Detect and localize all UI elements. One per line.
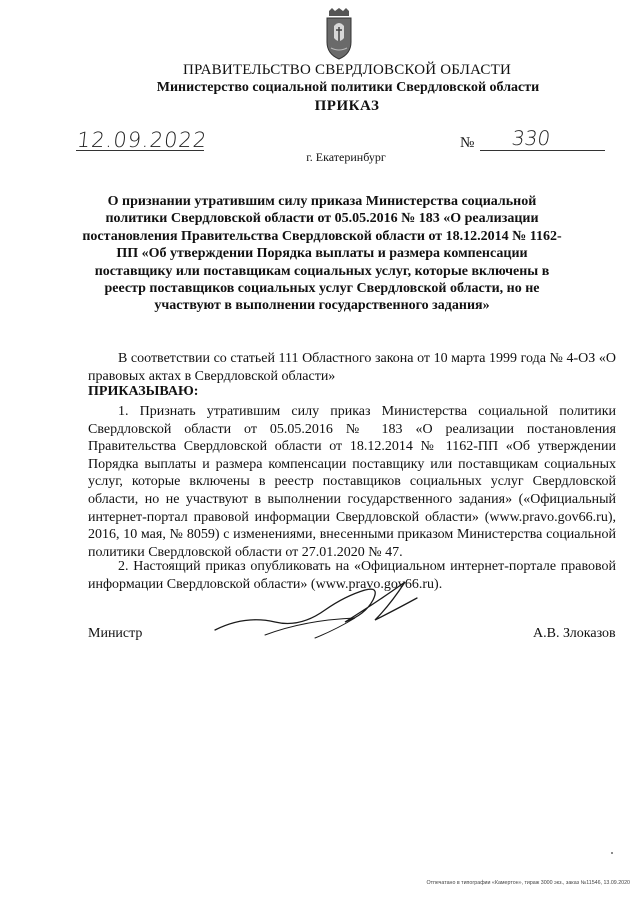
scan-dot — [611, 852, 613, 854]
ministry-heading: Министерство социальной политики Свердловской области — [156, 80, 540, 95]
item-1-paragraph: 1. Признать утратившим силу приказ Министерства социальной политики Свердловской области от 05.05.2016 № 183 «О реализации постановления Правительства Свердловской области от 18.12.2014 № 1162-ПП «Об утверждении Порядка выплаты и размера компенсации поставщику или поставщикам социальных услуг, которые включены в реестр поставщиков социальных услуг Свердловской области, но не участвуют в выполнении государственного задания» («Официальный интернет-портал правовой информации Свердловской области» (www.pravo.gov66.ru), 2016, 10 мая, № 8059) с изменениями, внесенными приказом Министерства социальной политики Свердловской области от 27.01.2020 № 47. — [88, 404, 616, 560]
item-2-paragraph: 2. Настоящий приказ опубликовать на «Официальном интернет-портале правовой информации Свердловской области» (www.pravo.gov66.ru). — [88, 559, 616, 592]
intro-paragraph: В соответствии со статьей 111 Областного закона от 10 марта 1999 года № 4-ОЗ «О правовых актах в Свердловской области» — [88, 351, 616, 384]
handwritten-signature — [205, 560, 425, 650]
handwritten-date: 12.09.2022 — [75, 128, 209, 152]
coat-of-arms-emblem — [325, 8, 353, 60]
signatory-position: Министр — [88, 626, 143, 641]
document-title: О признании утратившим силу приказа Министерства социальной политики Свердловской области от 05.05.2016 № 183 «О реализации постановления Правительства Свердловской области от 18.12.2014 № 1162-ПП «Об утверждении Порядка выплаты и размера компенсации поставщику или поставщикам социальных услуг, которые включены в реестр поставщиков социальных услуг Свердловской области, но не участвуют в выполнении государственного задания» — [82, 194, 562, 314]
orders-word: ПРИКАЗЫВАЮ: — [88, 384, 199, 399]
handwritten-number: 330 — [510, 126, 552, 150]
document-type-heading: ПРИКАЗ — [314, 98, 380, 114]
signatory-name: А.В. Злоказов — [533, 626, 616, 641]
printer-note: Отпечатано в типографии «Камертон», тираж 3000 экз., заказ №11546, 13.09.2020 — [426, 880, 630, 886]
government-heading: ПРАВИТЕЛЬСТВО СВЕРДЛОВСКОЙ ОБЛАСТИ — [182, 62, 512, 78]
city-line: г. Екатеринбург — [306, 150, 386, 164]
number-label: № — [460, 135, 475, 151]
